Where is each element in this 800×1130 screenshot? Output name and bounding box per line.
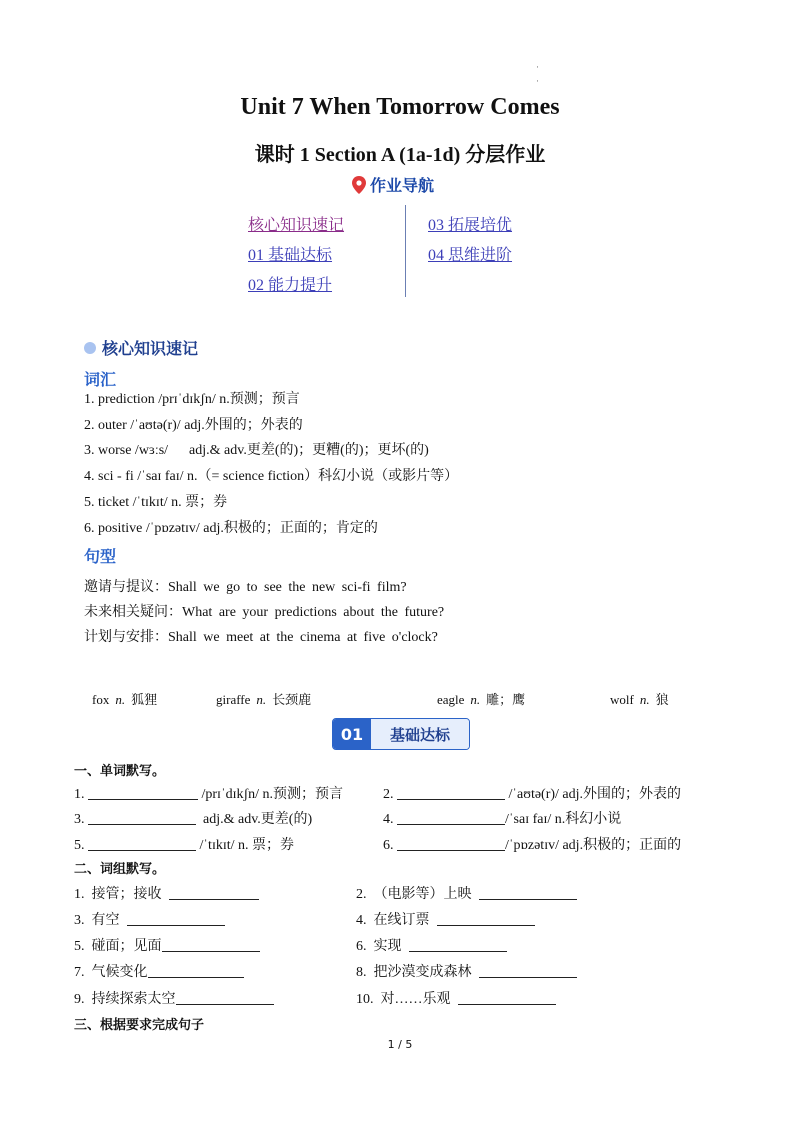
animal-entry: eagle n. 雕；鹰 [437, 692, 526, 707]
q2-item: 7. 气候变化 [74, 961, 244, 981]
animal-entry: giraffe n. 长颈鹿 [216, 692, 312, 707]
q2-item: 8. 把沙漠变成森林 [356, 961, 577, 981]
vocab-line: 3. worse /wɜːs/ adj.& adv.更差(的)；更糟(的)；更坏(的) [84, 443, 429, 458]
q1-item: 3. adj.& adv.更差(的) [74, 812, 313, 827]
page-subtitle: 课时 1 Section A (1a-1d) 分层作业 [254, 144, 546, 166]
nav-heading [352, 173, 434, 196]
answer-blank[interactable] [176, 990, 274, 1005]
answer-blank[interactable] [88, 836, 196, 851]
location-pin-icon [352, 176, 366, 194]
nav-link-core[interactable]: 核心知识速记 [248, 217, 345, 234]
q2-item: 3. 有空 [74, 909, 225, 929]
answer-blank[interactable] [148, 963, 244, 978]
core-section-heading: 核心知识速记 [84, 336, 198, 359]
q1-item: 2. /ˈaʊtə(r)/ adj.外围的；外表的 [383, 787, 682, 802]
nav-divider [405, 205, 406, 297]
vocab-line: 4. sci - fi /ˈsaɪ faɪ/ n.（= science fiction）科幻小说（或影片等） [84, 469, 459, 484]
answer-blank[interactable] [397, 785, 505, 800]
q2-item: 4. 在线订票 [356, 909, 535, 929]
pattern-line: 计划与安排：Shall we meet at the cinema at five o'clock? [84, 630, 438, 645]
q2-item: 6. 实现 [356, 935, 507, 955]
nav-link-02[interactable]: 02 能力提升 [248, 277, 333, 294]
animal-entry: wolf n. 狼 [610, 692, 669, 707]
answer-blank[interactable] [479, 885, 577, 900]
q2-item: 1. 接管；接收 [74, 883, 259, 903]
vocab-line: 1. prediction /prɪˈdɪkʃn/ n.预测；预言 [84, 392, 300, 407]
nav-heading-text: 作业导航 [370, 176, 435, 195]
q1-item: 5. /ˈtɪkɪt/ n. 票；券 [74, 838, 294, 853]
answer-blank[interactable] [88, 810, 196, 825]
vocab-line: 2. outer /ˈaʊtə(r)/ adj.外围的；外表的 [84, 418, 303, 433]
q2-item: 2. （电影等）上映 [356, 883, 577, 903]
q2-item: 10. 对……乐观 [356, 988, 556, 1008]
q1-item: 4. /ˈsaɪ faɪ/ n.科幻小说 [383, 812, 622, 827]
vocab-line: 6. positive /ˈpɒzətɪv/ adj.积极的；正面的；肯定的 [84, 521, 378, 536]
q1-heading: 一、单词默写。 [74, 764, 166, 779]
answer-blank[interactable] [397, 836, 505, 851]
q3-heading: 三、根据要求完成句子 [74, 1018, 205, 1033]
animal-entry: fox n. 狐狸 [92, 692, 158, 707]
answer-blank[interactable] [409, 937, 507, 952]
nav-link-04[interactable]: 04 思维进阶 [428, 247, 513, 264]
answer-blank[interactable] [397, 810, 505, 825]
nav-link-03[interactable]: 03 拓展培优 [428, 217, 513, 234]
answer-blank[interactable] [127, 911, 225, 926]
corner-dots: · · [536, 62, 539, 86]
page-number: 1 / 5 [387, 1038, 413, 1051]
q1-item: 6. /ˈpɒzətɪv/ adj.积极的；正面的 [383, 838, 682, 853]
q2-item: 5. 碰面；见面 [74, 935, 260, 955]
pattern-line: 邀请与提议：Shall we go to see the new sci-fi film? [84, 580, 407, 595]
q1-item: 1. /prɪˈdɪkʃn/ n.预测；预言 [74, 787, 344, 802]
nav-link-01[interactable]: 01 基础达标 [248, 247, 333, 264]
q2-item: 9. 持续探索太空 [74, 988, 274, 1008]
answer-blank[interactable] [437, 911, 535, 926]
bubble-icon [84, 342, 96, 354]
vocab-heading: 词汇 [84, 370, 117, 389]
answer-blank[interactable] [162, 937, 260, 952]
q2-heading: 二、词组默写。 [74, 862, 166, 877]
pattern-line: 未来相关疑问：What are your predictions about the future? [84, 605, 445, 620]
answer-blank[interactable] [458, 990, 556, 1005]
page-title: Unit 7 When Tomorrow Comes [240, 94, 560, 120]
pattern-heading: 句型 [84, 547, 117, 566]
basic-section-badge: 01 基础达标 [332, 718, 470, 750]
answer-blank[interactable] [479, 963, 577, 978]
vocab-line: 5. ticket /ˈtɪkɪt/ n. 票；券 [84, 495, 228, 510]
answer-blank[interactable] [169, 885, 259, 900]
answer-blank[interactable] [88, 785, 198, 800]
